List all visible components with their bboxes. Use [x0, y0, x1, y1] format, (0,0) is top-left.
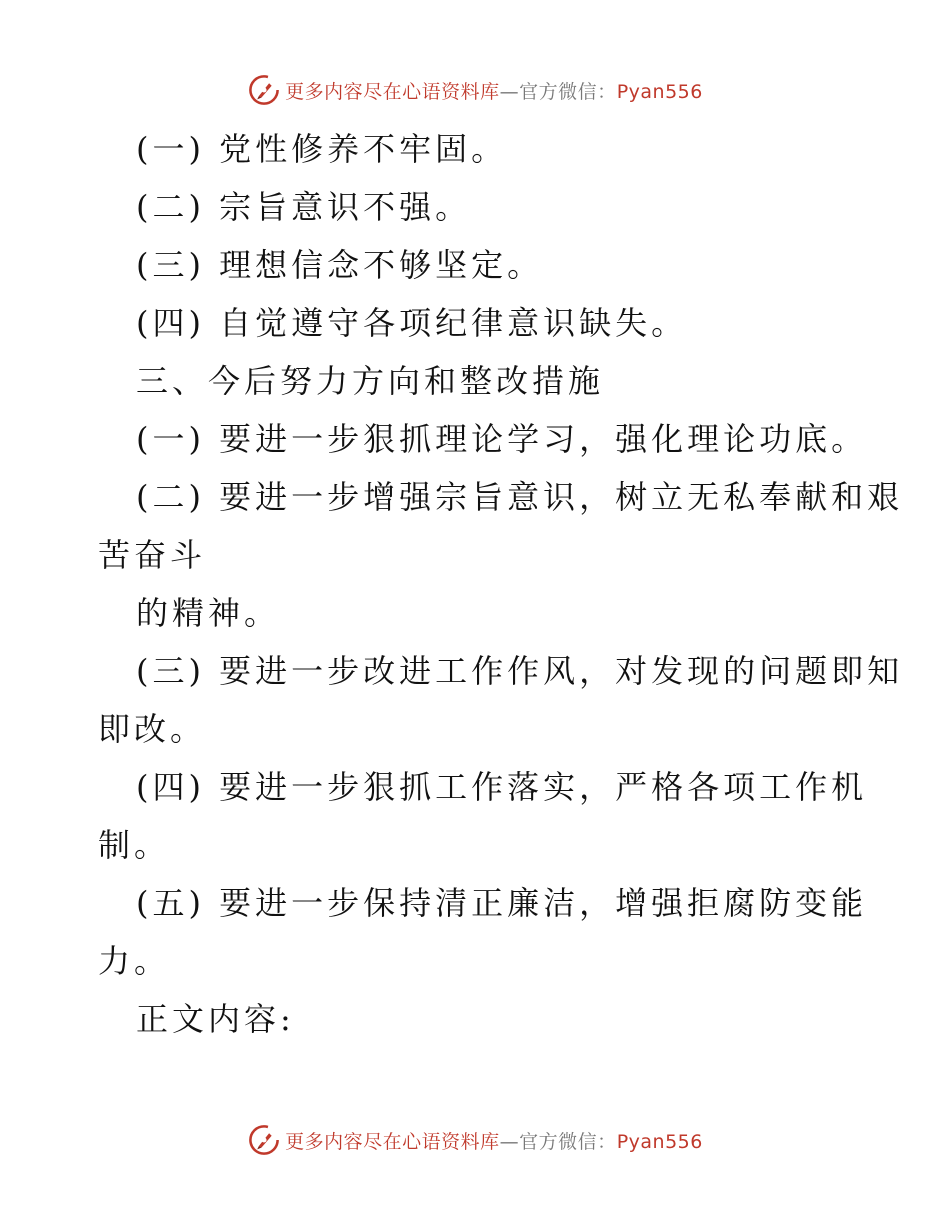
body-line: 正文内容: — [136, 1000, 295, 1038]
header-banner-id: Pyan556 — [616, 80, 703, 103]
body-line: 制。 — [98, 826, 171, 864]
footer-banner-text — [285, 1127, 703, 1154]
body-line: 的精神。 — [136, 594, 281, 632]
pen-nib-logo-icon — [247, 73, 281, 107]
header-banner-official: 官方微信： — [519, 80, 617, 103]
body-line: (四) 要进一步狠抓工作落实，严格各项工作机 — [136, 768, 868, 806]
body-line: (三) 理想信念不够坚定。 — [136, 246, 544, 284]
footer-banner-sep: — — [499, 1130, 520, 1153]
body-line: (二) 要进一步增强宗旨意识，树立无私奉献和艰 — [136, 478, 904, 516]
body-line: 力。 — [98, 942, 171, 980]
body-line: (五) 要进一步保持清正廉洁，增强拒腐防变能 — [136, 884, 868, 922]
footer-banner-official: 官方微信： — [519, 1130, 617, 1153]
footer-banner — [0, 1120, 950, 1160]
footer-banner-id: Pyan556 — [616, 1130, 703, 1153]
body-line: (一) 要进一步狠抓理论学习，强化理论功底。 — [136, 420, 868, 458]
header-banner — [0, 70, 950, 110]
body-line: (一) 党性修养不牢固。 — [136, 130, 508, 168]
body-line: (二) 宗旨意识不强。 — [136, 188, 472, 226]
header-banner-text — [285, 77, 703, 104]
header-banner-main: 更多内容尽在心语资料库 — [285, 80, 500, 103]
header-banner-sep: — — [499, 80, 520, 103]
footer-banner-main: 更多内容尽在心语资料库 — [285, 1130, 500, 1153]
body-line: (四) 自觉遵守各项纪律意识缺失。 — [136, 304, 688, 342]
body-line: 苦奋斗 — [98, 536, 207, 574]
body-line: 即改。 — [98, 710, 207, 748]
body-line: (三) 要进一步改进工作作风，对发现的问题即知 — [136, 652, 904, 690]
pen-nib-logo-icon — [247, 1123, 281, 1157]
section-heading: 三、今后努力方向和整改措施 — [136, 362, 605, 400]
document-body — [98, 120, 904, 1048]
